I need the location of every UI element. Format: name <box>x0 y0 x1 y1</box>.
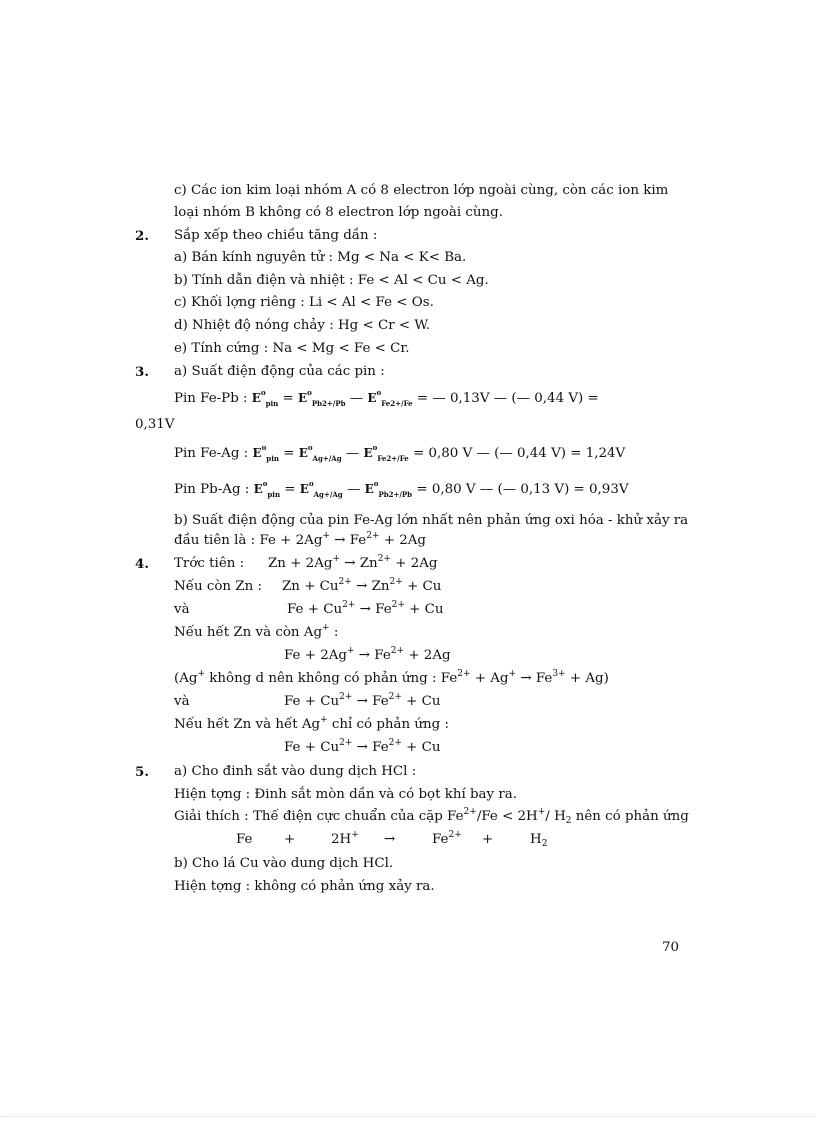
eq-arrow: → <box>384 832 396 847</box>
item3-b-line1: b) Suất điện động của pin Fe-Ag lớn nhất nên phản ứng oxi hóa - khử xảy ra <box>174 513 689 528</box>
eq-2h: 2H+ <box>331 830 359 847</box>
item4-no-zn-no-ag: Nếu hết Zn và hết Ag+ chỉ có phản ứng : <box>174 715 450 732</box>
eq-zn-cu: $Zn + Cu^{2+} \to Zn^{2+} + Cu$ <box>282 577 442 594</box>
eq-fe-cu-2: $Fe + Cu^{2+} \to Fe^{2+} + Cu$ <box>284 692 441 709</box>
item4-and-2: và <box>174 694 190 709</box>
item5-b: b) Cho lá Cu vào dung dịch HCl. <box>174 856 394 871</box>
item2-a: a) Bán kính nguyên tử : Mg < Na < K< Ba. <box>174 250 467 265</box>
item4-if-zn: Nếu còn Zn : <box>174 579 262 594</box>
item2-number: 2. <box>135 228 149 244</box>
eq-plus-2: + <box>482 832 494 847</box>
page-number: 70 <box>662 940 680 955</box>
item4-first: Trớc tiên : <box>174 556 245 571</box>
item2-c: c) Khối lợng riêng : Li < Al < Fe < Os. <box>174 295 434 310</box>
item2-e: e) Tính cứng : Na < Mg < Fe < Cr. <box>174 341 410 356</box>
item3-b-line2: đầu tiên là : $Fe + 2Ag^+ \to Fe^{2+} + 2Ag$ <box>174 531 426 548</box>
pin-pbag-line: Pin Pb-Ag : $E^o_{pin} = E^o_{Ag+/Ag}$ — $E^o_{Pb2+/Pb} = 0,80$ V — (— 0,13 V) = 0,93V <box>174 479 629 499</box>
pin-fepb-line: Pin Fe-Pb : $E^o_{pin} = E^o_{Pb2+/Pb}$ — $E^o_{Fe2+/Fe}$ = — 0,13V — (— 0,44 V) = <box>174 388 599 408</box>
eq-fe-cu-1: $Fe + Cu^{2+} \to Fe^{2+} + Cu$ <box>287 600 444 617</box>
eq-fe-ag: $Fe + 2Ag^+ \to Fe^{2+} + 2Ag$ <box>284 646 451 663</box>
eq-h2: $H_2$ <box>530 832 548 849</box>
item5-a: a) Cho đinh sắt vào dung dịch HCl : <box>174 764 417 779</box>
item5-explain: Giải thích : Thế điện cực chuẩn của cặp $Fe^{2+}/Fe < 2H^+/$ $H_2$ nên có phản ứng <box>174 807 689 826</box>
item1-c-line2: loại nhóm B không có 8 electron lớp ngoài cùng. <box>174 205 503 220</box>
item2-d: d) Nhiệt độ nóng chảy : Hg < Cr < W. <box>174 318 431 333</box>
item4-note: (Ag+ không d nên không có phản ứng : $Fe^{2+} + Ag^+ \to Fe^{3+} + Ag$) <box>174 669 609 686</box>
item1-c-line1: c) Các ion kim loại nhóm A có 8 electron lớp ngoài cùng, còn các ion kim <box>174 183 669 198</box>
item3-a-heading: a) Suất điện động của các pin : <box>174 364 385 379</box>
item3-number: 3. <box>135 364 149 380</box>
item5-number: 5. <box>135 764 149 780</box>
eq-fe-cu-3: $Fe + Cu^{2+} \to Fe^{2+} + Cu$ <box>284 738 441 755</box>
eq-fe2: $Fe^{2+}$ <box>432 830 462 847</box>
item4-number: 4. <box>135 556 149 572</box>
eq-zn-ag: $Zn + 2Ag^+ \to Zn^{2+} + 2Ag$ <box>268 554 438 571</box>
item2-b: b) Tính dẫn điện và nhiệt : Fe < Al < Cu < Ag. <box>174 273 489 288</box>
item4-and-1: và <box>174 602 190 617</box>
item4-no-zn-ag: Nếu hết Zn và còn Ag+ : <box>174 623 339 640</box>
eq-plus-1: + <box>284 832 296 847</box>
pin-fepb-result-cont: 0,31V <box>135 417 175 432</box>
pin-feag-line: Pin Fe-Ag : $E^o_{pin} = E^o_{Ag+/Ag}$ — $E^o_{Fe2+/Fe} = 0,80$ V — (— 0,44 V) = 1,24V <box>174 443 626 463</box>
page-bottom-border <box>0 1116 816 1117</box>
item5-phenomenon2: Hiện tợng : không có phản ứng xảy ra. <box>174 879 435 894</box>
item2-heading: Sắp xếp theo chiều tăng dần : <box>174 228 378 243</box>
item5-phenomenon1: Hiện tợng : Đinh sắt mòn dần và có bọt khí bay ra. <box>174 787 518 802</box>
eq-fe-h-fe: Fe <box>236 832 253 847</box>
